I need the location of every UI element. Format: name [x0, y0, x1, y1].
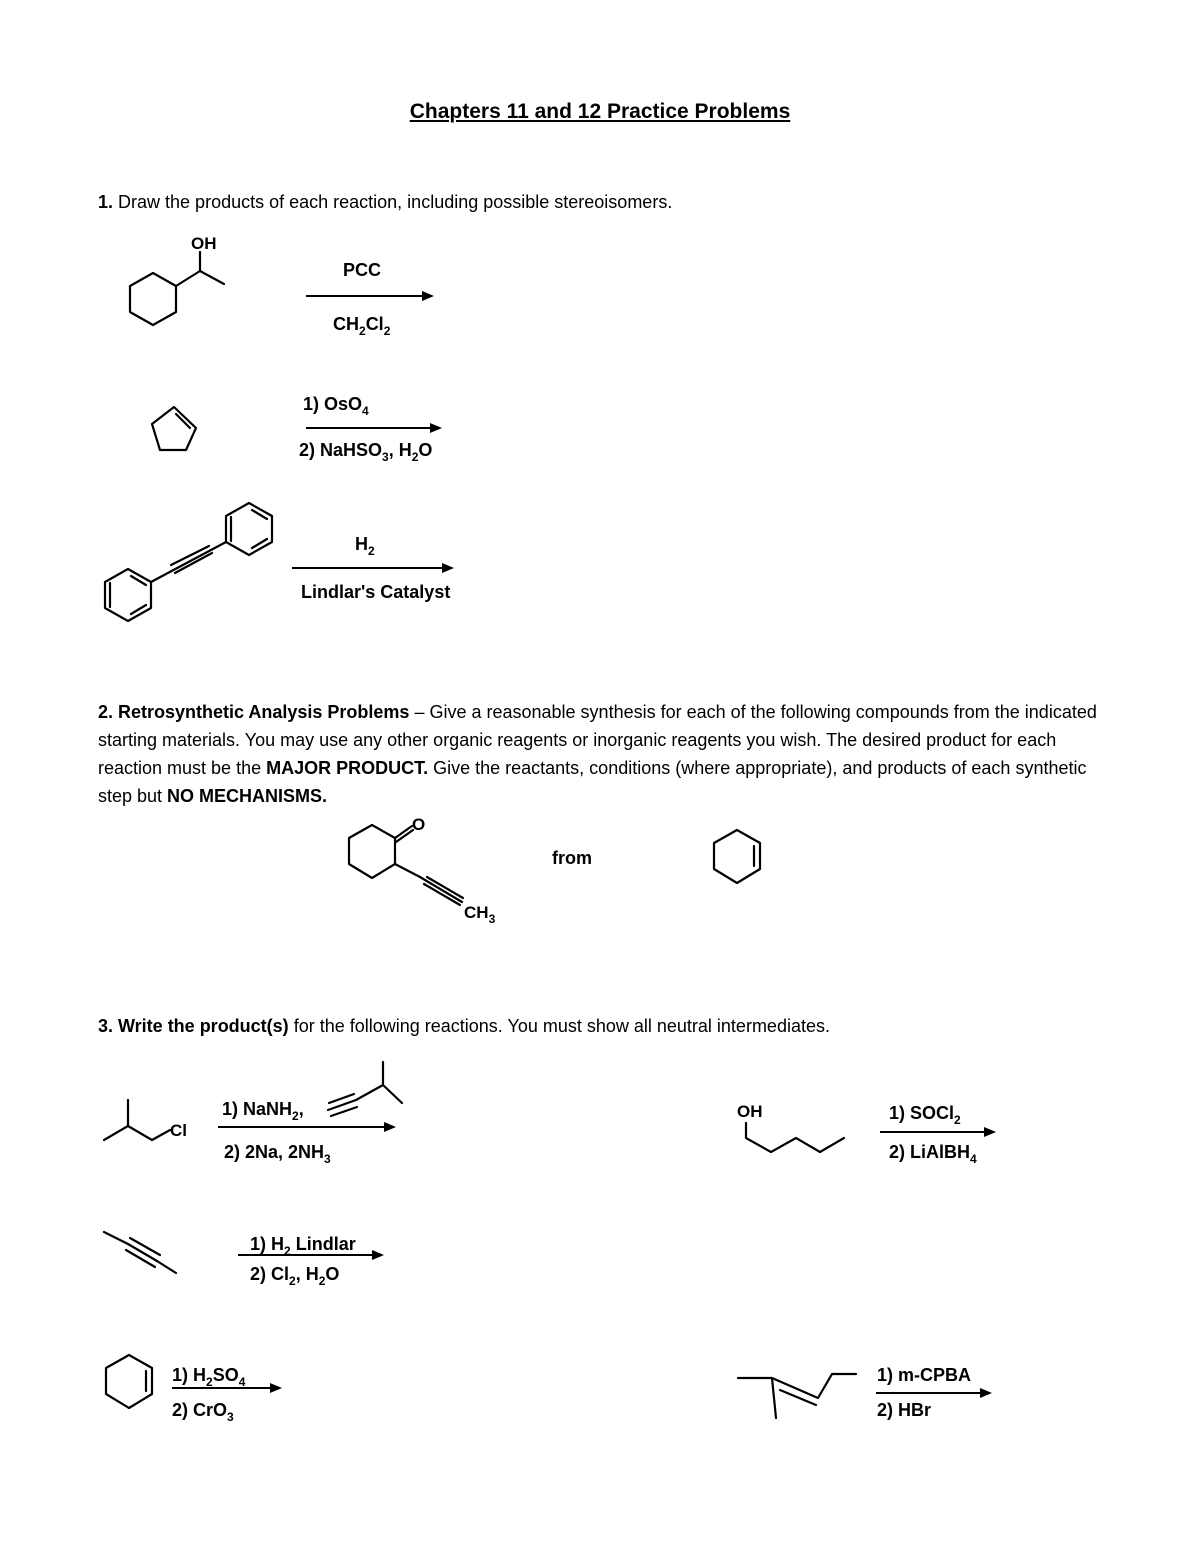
cyclopentene-structure	[152, 407, 196, 450]
page-title: Chapters 11 and 12 Practice Problems	[409, 100, 791, 123]
reagent-cl2-h2o: 2) $Cl_2$, $H_2O$	[250, 1264, 340, 1288]
reagent-2na-2nh3: 2) 2Na, $2NH_3$	[224, 1142, 331, 1166]
from-label: from	[552, 848, 592, 868]
reagent-lialbh4: 2) LiAlBH$_4$	[889, 1142, 977, 1166]
reaction-1-conditions	[306, 260, 434, 338]
reagent-pcc: PCC	[343, 260, 382, 280]
reagent-h2: $H_2$	[355, 534, 375, 558]
cyclohexene-starting-material	[714, 830, 760, 883]
trisubstituted-alkene-structure	[738, 1374, 856, 1418]
reaction-e-conditions	[876, 1365, 992, 1420]
question-2-text-part2: Give the reactants, conditions (where appropriate), and products of each synthetic step but	[98, 758, 1087, 806]
chlorine-label: Cl	[170, 1121, 187, 1140]
reaction-3-conditions	[292, 534, 454, 602]
question-2-text-part1: Give a reasonable synthesis for each of the following compounds from the indicated starting materials. You may use any other organic reagents or inorganic reagents you wish. The desired product for each reaction must be the	[98, 702, 1097, 778]
question-2-heading: 2. Retrosynthetic Analysis Problems	[98, 702, 410, 722]
reaction-2-conditions	[299, 394, 442, 464]
reagent-nanh2: 1) NaNH$_2$,	[222, 1099, 304, 1123]
butyne-structure	[104, 1232, 176, 1273]
diphenylacetylene-structure	[105, 503, 272, 621]
major-product-emphasis: MAJOR PRODUCT.	[266, 758, 429, 778]
reagent-oso4: 1) OsO$_4$	[303, 394, 369, 418]
oxygen-label: O	[412, 815, 426, 834]
reagent-hbr: 2) HBr	[877, 1400, 932, 1420]
reaction-c-conditions	[238, 1234, 384, 1288]
reagent-h2-lindlar: 1) $H_2$ Lindlar	[250, 1234, 356, 1258]
question-3-text: for the following reactions. You must show all neutral intermediates.	[288, 1016, 830, 1036]
question-1-number: 1.	[98, 192, 114, 212]
reagent-lindlar-catalyst: Lindlar's Catalyst	[301, 582, 451, 602]
solvent-ch2cl2: $CH_2Cl_2$	[333, 314, 391, 338]
reagent-h2so4: 1) $H_2SO_4$	[172, 1365, 246, 1389]
hydroxyl-label: OH	[191, 234, 217, 253]
methylbutyne-structure	[328, 1062, 402, 1116]
question-1-text: Draw the products of each reaction, including possible stereoisomers.	[118, 192, 673, 212]
question-2-dash: –	[409, 702, 430, 722]
reagent-socl2: 1) SOCl$_2$	[889, 1103, 961, 1127]
cyclohexyl-ethanol-structure	[130, 234, 224, 325]
reagent-cro3: 2) CrO$_3$	[172, 1400, 234, 1424]
methyl-label: $CH_3$	[464, 903, 496, 926]
target-ketone-structure	[349, 815, 496, 926]
pentanol-structure	[737, 1102, 844, 1152]
reaction-b-conditions	[880, 1103, 996, 1166]
reagent-mcpba: 1) m-CPBA	[877, 1365, 972, 1385]
reaction-a-conditions	[218, 1062, 402, 1166]
cyclohexene-structure	[106, 1355, 152, 1408]
question-3-heading: 3. Write the product(s)	[98, 1016, 289, 1036]
hydroxyl-label: OH	[737, 1102, 763, 1121]
isobutyl-chloride-structure	[104, 1100, 187, 1140]
reaction-d-conditions	[172, 1365, 282, 1424]
reagent-nahso3-h2o: 2) NaHSO$_3$, $H_2O$	[299, 440, 433, 464]
no-mechanisms-emphasis: NO MECHANISMS.	[167, 786, 328, 806]
